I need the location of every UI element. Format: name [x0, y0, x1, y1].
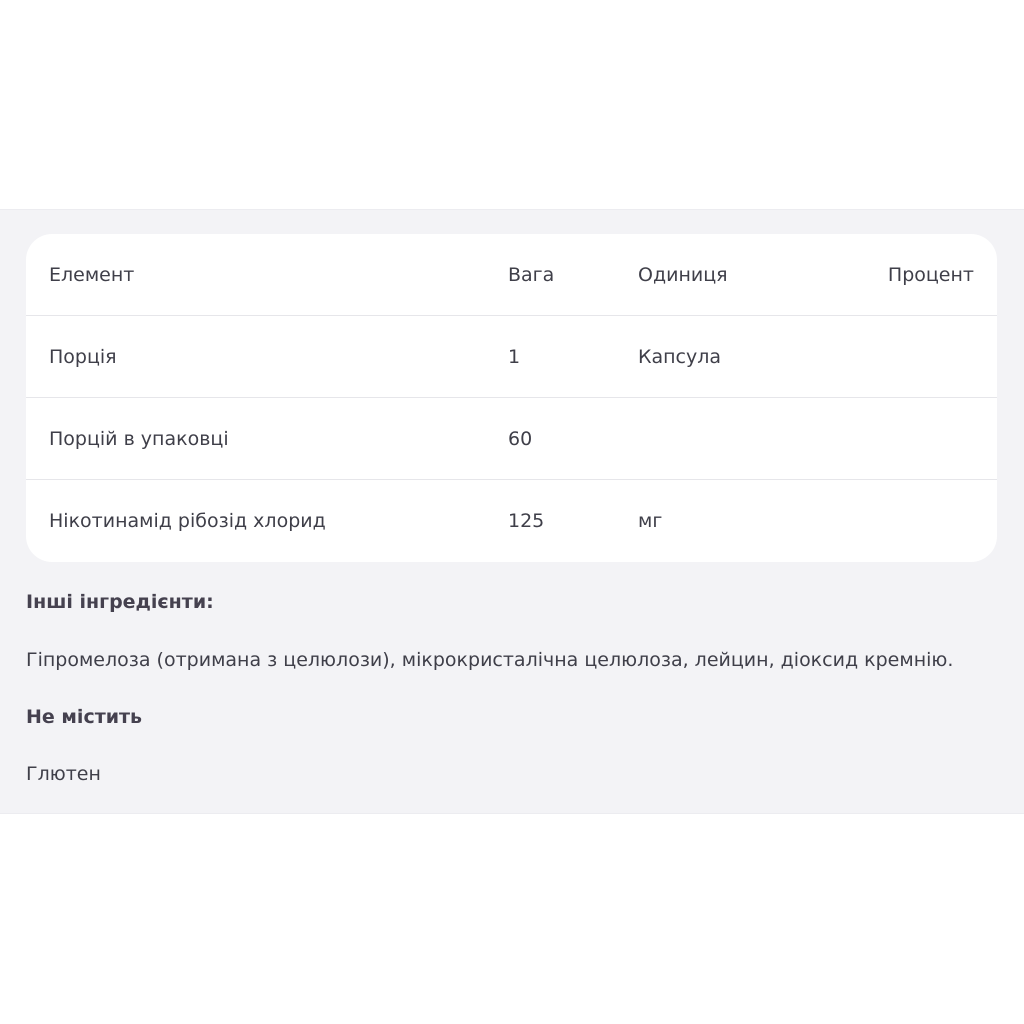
row-element: Нікотинамід рібозід хлорид — [49, 510, 326, 532]
does-not-contain-title: Не містить — [26, 706, 143, 728]
product-info-panel — [0, 209, 1024, 814]
composition-table — [26, 234, 997, 562]
row-element: Порція — [49, 346, 117, 368]
header-element: Елемент — [49, 264, 135, 286]
row-element: Порцій в упаковці — [49, 428, 229, 450]
other-ingredients-text: Гіпромелоза (отримана з целюлози), мікрокристалічна целюлоза, лейцин, діоксид кремнію. — [26, 649, 954, 671]
row-unit: мг — [638, 510, 663, 532]
row-weight: 125 — [508, 510, 545, 532]
table-row — [26, 398, 997, 480]
row-unit: Капсула — [638, 346, 722, 368]
table-row — [26, 316, 997, 398]
header-weight: Вага — [508, 264, 555, 286]
other-ingredients-title: Інші інгредієнти: — [26, 591, 214, 613]
row-weight: 1 — [508, 346, 521, 368]
row-weight: 60 — [508, 428, 533, 450]
does-not-contain-text: Глютен — [26, 763, 101, 785]
table-row — [26, 480, 997, 562]
header-percent: Процент — [887, 264, 974, 286]
header-unit: Одиниця — [638, 264, 728, 286]
table-header-row — [26, 234, 997, 316]
